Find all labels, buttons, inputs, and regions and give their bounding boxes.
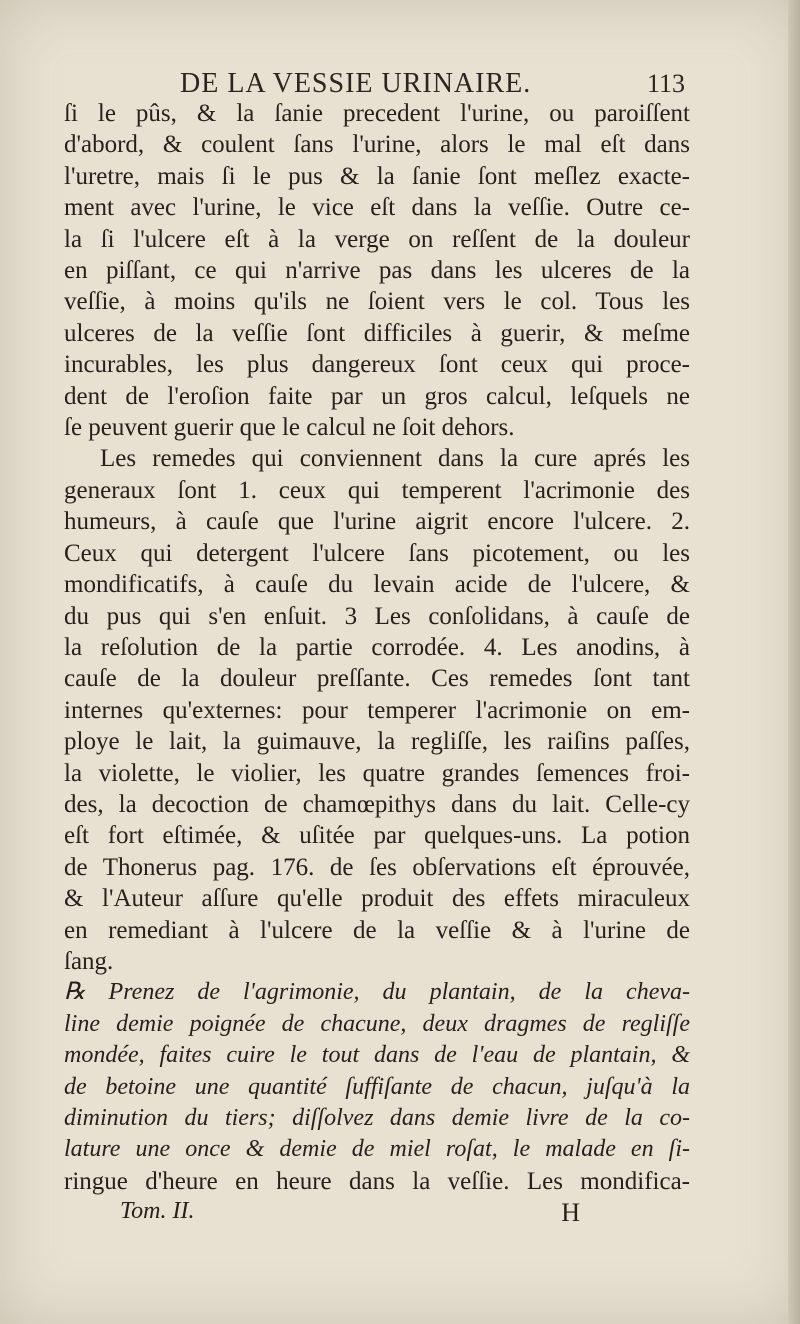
text-line: dent de l'eroſion faite par un gros calcul, leſquels ne: [64, 382, 690, 410]
text-line: la ſi l'ulcere eſt à la verge on reſſent de la douleur: [64, 225, 690, 253]
text-line: la violette, le violier, les quatre grandes ſemences froi-: [64, 759, 690, 787]
text-line: la reſolution de la partie corrodée. 4. Les anodins, à: [64, 633, 690, 661]
text-line: humeurs, à cauſe que l'urine aigrit encore l'ulcere. 2.: [64, 508, 690, 536]
text-line: du pus qui s'en enſuit. 3 Les conſolidans, à cauſe de: [64, 602, 690, 630]
text-line: Les remedes qui conviennent dans la cure aprés les: [100, 445, 690, 473]
text-line: ℞ Prenez de l'agrimonie, du plantain, de la cheva-: [64, 979, 690, 1006]
text-line: en remediant à l'ulcere de la veſſie & à l'urine de: [64, 916, 690, 944]
page-header: [180, 68, 685, 100]
text-line: ploye le lait, la guimauve, la regliſſe, les raiſins paſſes,: [64, 728, 690, 756]
text-line: lature une once & demie de miel roſat, le malade en ſi-: [64, 1136, 690, 1163]
body-text: [64, 98, 690, 1197]
volume-label: Tom. II.: [120, 1198, 195, 1224]
running-head: DE LA VESSIE URINAIRE.: [180, 68, 532, 99]
text-line: ringue d'heure en heure dans la veſſie. Les mondifica-: [64, 1167, 690, 1195]
text-line: eſt fort eſtimée, & uſitée par quelques-uns. La potion: [64, 822, 690, 850]
text-line: generaux ſont 1. ceux qui temperent l'acrimonie des: [64, 476, 690, 504]
text-line: ment avec l'urine, le vice eſt dans la veſſie. Outre ce-: [64, 194, 690, 222]
text-line: l'uretre, mais ſi le pus & la ſanie ſont meſlez exacte-: [64, 162, 690, 190]
text-line: en piſſant, ce qui n'arrive pas dans les ulceres de la: [64, 257, 690, 285]
page-number: 113: [646, 69, 685, 98]
text-line: d'abord, & coulent ſans l'urine, alors le mal eſt dans: [64, 131, 690, 159]
text-line: line demie poignée de chacune, deux dragmes de regliſſe: [64, 1010, 690, 1037]
text-line: ſang.: [64, 947, 114, 975]
text-line: veſſie, à moins qu'ils ne ſoient vers le col. Tous les: [64, 288, 690, 316]
text-line: cauſe de la douleur preſſante. Ces remedes ſont tant: [64, 665, 690, 693]
text-line: internes qu'externes: pour temperer l'acrimonie on em-: [64, 696, 690, 724]
text-line: diminution du tiers; diſſolvez dans demie livre de la co-: [64, 1105, 690, 1131]
signature-mark: H: [561, 1198, 580, 1227]
text-line: mondée, faites cuire le tout dans de l'eau de plantain, &: [64, 1042, 690, 1069]
text-line: & l'Auteur aſſure qu'elle produit des effets miraculeux: [64, 885, 690, 913]
page-footer: [120, 1198, 580, 1228]
text-line: ſe peuvent guerir que le calcul ne ſoit dehors.: [64, 414, 515, 442]
text-line: incurables, les plus dangereux ſont ceux qui proce-: [64, 351, 690, 379]
text-line: ulceres de la veſſie ſont difficiles à guerir, & meſme: [64, 319, 690, 347]
text-line: de Thonerus pag. 176. de ſes obſervations eſt éprouvée,: [64, 853, 690, 881]
text-line: mondificatifs, à cauſe du levain acide de l'ulcere, &: [64, 571, 690, 599]
text-line: des, la decoction de chamœpithys dans du lait. Celle-cy: [64, 790, 690, 818]
text-line: ſi le pûs, & la ſanie precedent l'urine, ou paroiſſent: [64, 100, 690, 127]
text-line: Ceux qui detergent l'ulcere ſans picotement, ou les: [64, 539, 690, 567]
text-line: de betoine une quantité ſuffiſante de chacun, juſqu'à la: [64, 1073, 690, 1100]
page-edge: [788, 0, 800, 1324]
